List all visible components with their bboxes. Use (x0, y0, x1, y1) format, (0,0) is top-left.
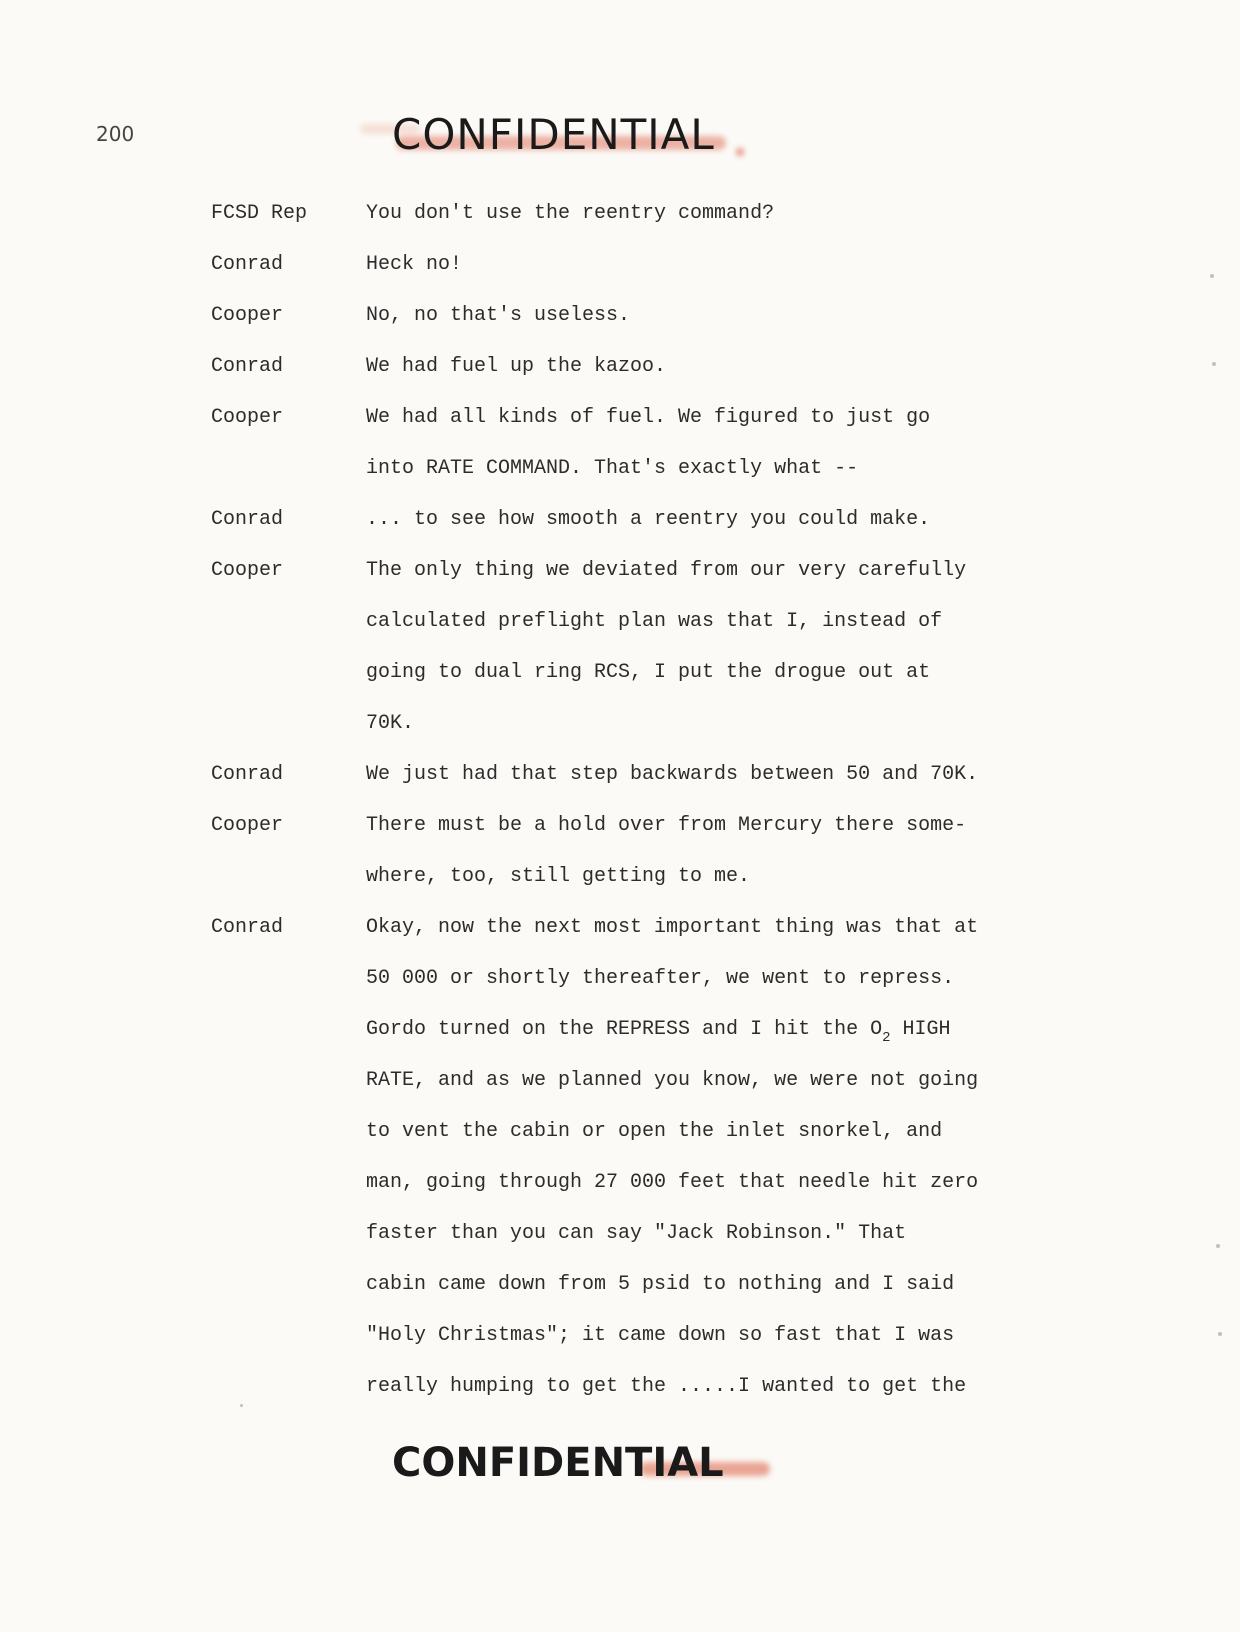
dialogue-line: ... to see how smooth a reentry you could make. (366, 508, 931, 531)
dialogue-line: You don't use the reentry command? (366, 202, 775, 225)
dialogue-line: 50 000 or shortly thereafter, we went to repress. (366, 967, 955, 990)
dialogue-line: "Holy Christmas"; it came down so fast that I was (366, 1324, 955, 1347)
speaker: Conrad (211, 763, 284, 786)
dialogue-text: Gordo turned on the REPRESS and I hit the O (366, 1018, 883, 1041)
speaker: Cooper (211, 559, 284, 582)
speaker: Conrad (211, 508, 284, 531)
speaker: Cooper (211, 304, 284, 327)
paper-speck (1218, 1332, 1222, 1336)
dialogue-line: into RATE COMMAND. That's exactly what -- (366, 457, 859, 480)
dialogue-line: calculated preflight plan was that I, instead of (366, 610, 943, 633)
dialogue-line: going to dual ring RCS, I put the drogue out at (366, 661, 931, 684)
confidential-stamp-bottom: CONFIDENTIAL (392, 1440, 724, 1486)
dialogue-line: man, going through 27 000 feet that needle hit zero (366, 1171, 979, 1194)
dialogue-line: faster than you can say "Jack Robinson." That (366, 1222, 907, 1245)
paper-speck (240, 1404, 243, 1407)
red-ink-dot (736, 148, 744, 156)
dialogue-line: really humping to get the .....I wanted to get the (366, 1375, 967, 1398)
paper-speck (1216, 1244, 1220, 1248)
speaker: FCSD Rep (211, 202, 308, 225)
dialogue-line: We just had that step backwards between 50 and 70K. (366, 763, 979, 786)
dialogue-line: Heck no! (366, 253, 463, 276)
dialogue-line: RATE, and as we planned you know, we were not going (366, 1069, 979, 1092)
o2-subscript: 2 (882, 1030, 891, 1046)
dialogue-line: There must be a hold over from Mercury there some- (366, 814, 967, 837)
dialogue-text: HIGH (890, 1018, 951, 1041)
dialogue-line: Okay, now the next most important thing was that at (366, 916, 979, 939)
dialogue-line: to vent the cabin or open the inlet snorkel, and (366, 1120, 943, 1143)
speaker: Conrad (211, 253, 284, 276)
speaker: Cooper (211, 406, 284, 429)
speaker: Conrad (211, 916, 284, 939)
paper-speck (1210, 274, 1214, 278)
dialogue-line: cabin came down from 5 psid to nothing and I said (366, 1273, 955, 1296)
dialogue-line: We had all kinds of fuel. We figured to just go (366, 406, 931, 429)
dialogue-line (366, 1018, 951, 1046)
dialogue-line: We had fuel up the kazoo. (366, 355, 667, 378)
page-number: 200 (96, 122, 135, 146)
dialogue-line: No, no that's useless. (366, 304, 631, 327)
dialogue-line: 70K. (366, 712, 415, 735)
speaker: Cooper (211, 814, 284, 837)
paper-speck (1212, 362, 1216, 366)
confidential-stamp-top: CONFIDENTIAL (392, 110, 715, 159)
dialogue-line: The only thing we deviated from our very carefully (366, 559, 967, 582)
speaker: Conrad (211, 355, 284, 378)
dialogue-line: where, too, still getting to me. (366, 865, 751, 888)
